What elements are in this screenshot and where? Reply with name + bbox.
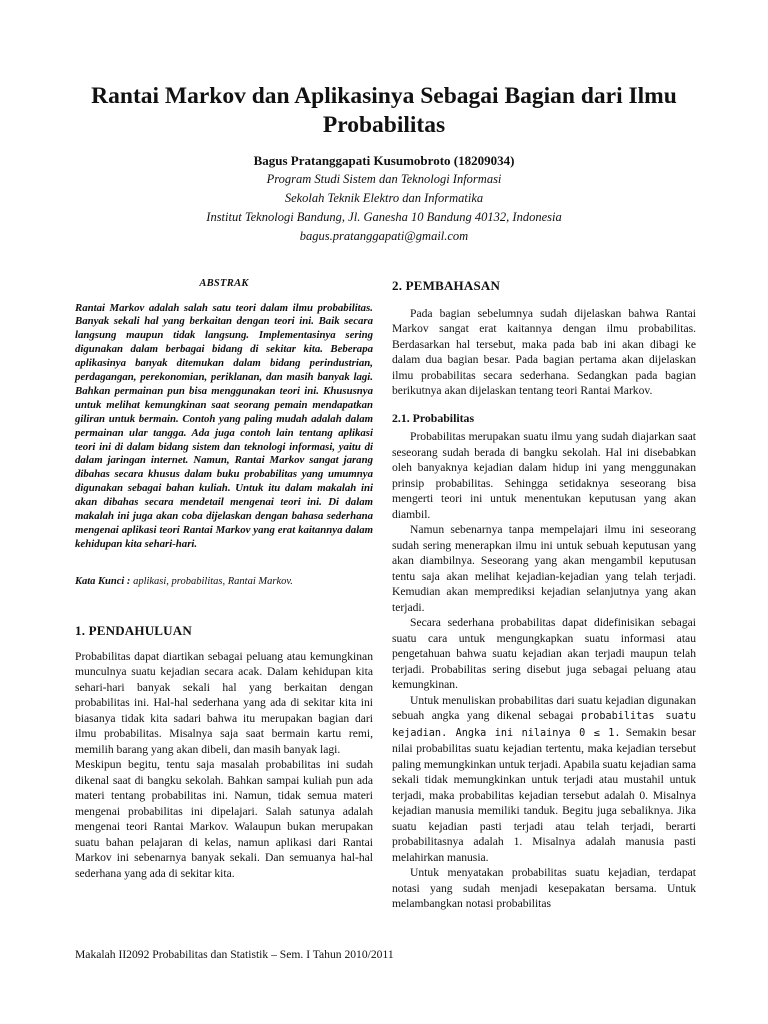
keywords — [75, 574, 373, 590]
author-affiliation-school: Sekolah Teknik Elektro dan Informatika — [284, 191, 484, 205]
probabilitas-paragraph-4 — [392, 693, 696, 866]
pendahuluan-paragraph-2: Meskipun begitu, tentu saja masalah probabilitas ini sudah dikenal saat di bangku sekolah. Bahkan sampai kuliah pun ada materi tentang probabilitas ini. Namun, tidak semua materi mengenai probabilitas ini dipelajari. Salah satunya adalah mengenai teori Rantai Markov. Walaupun bukan merupakan suatu bahan pelajaran di kelas, namun aplikasi dari Rantai Markov ini sebenarnya banyak sekali. Dan semuanya hal-hal sederhana yang ada di sekitar kita. — [75, 758, 373, 880]
probabilitas-paragraph-4-end: Semakin besar nilai probabilitas suatu kejadian tertentu, maka kejadian tersebut paling memungkinkan untuk terjadi. Apabila suatu kejadian sama sekali tidak memungkinkan untuk terjadi atau mustahil untuk terjadi, maka probabilitas kejadian tersebut adalah 0. Misalnya kejadian manusia memiliki tanduk. Begitu juga sebaliknya. Jika suatu kejadian pasti terjadi atau telah terjadi, berarti probabilitasnya adalah 1. Misalnya adalah manusia pasti melahirkan manusia. — [392, 725, 697, 864]
keywords-label: Kata Kunci : — [75, 575, 131, 587]
author-name: Bagus Pratanggapati Kusumobroto (18209034) — [253, 153, 515, 168]
author-affiliation-institute: Institut Teknologi Bandung, Jl. Ganesha 10 Bandung 40132, Indonesia — [206, 210, 562, 224]
paper-title: Rantai Markov dan Aplikasinya Sebagai Bagian dari Ilmu Probabilitas — [91, 83, 677, 138]
probabilitas-paragraph-4-formula: probabilitas suatu kejadian. Angka ini nilainya 0 ≤ 1. — [392, 711, 696, 739]
author-email: bagus.pratanggapati@gmail.com — [299, 229, 469, 243]
page-footer: Makalah II2092 Probabilitas dan Statistik – Sem. I Tahun 2010/2011 — [75, 948, 394, 961]
left-column — [75, 276, 373, 881]
pendahuluan-paragraph-1: Probabilitas dapat diartikan sebagai peluang atau kemungkinan munculnya suatu kejadian secara acak. Dalam kehidupan kita sehari-hari banyak sekali hal yang berkaitan dengan probabilitas ini. Hal-hal sederhana yang ada di sekitar kita ini biasanya tidak kita sadari bahwa itu merupakan bagian dari ilmu probabilitas. Misalnya saja saat bermain kartu remi, memilih barang yang akan dibeli, dan masih banyak lagi. — [75, 649, 373, 756]
author-affiliation-program: Program Studi Sistem dan Teknologi Informasi — [266, 172, 502, 186]
right-column — [392, 276, 696, 912]
subsection-heading-probabilitas: 2.1. Probabilitas — [392, 410, 475, 425]
pembahasan-paragraph-1: Pada bagian sebelumnya sudah dijelaskan bahwa Rantai Markov sangat erat kaitannya dengan ilmu probabilitas. Berdasarkan hal tersebut, maka pada bab ini akan dibagi ke dalam dua bagian besar. Pada bagian pertama akan dijelaskan ilmu probabilitas secara sederhana. Sedangkan pada bagian berikutnya akan dijelaskan tentang teori Rantai Markov. — [392, 306, 696, 397]
keywords-text: aplikasi, probabilitas, Rantai Markov. — [133, 575, 293, 587]
abstract-text: Rantai Markov adalah salah satu teori dalam ilmu probabilitas. Banyak sekali hal yang berkaitan dengan teori ini. Baik secara langsung maupun tidak langsung. Implementasinya sering digunakan dalam berbagai bidang di sekitar kita. Beberapa aplikasinya banyak ditemukan dalam bidang perindustrian, perdagangan, perekonomian, periklanan, dan masih banyak lagi. Bahkan permainan pun bisa menggunakan teori ini. Khususnya untuk melihat kemungkinan saat seorang pemain mendapatkan giliran untuk bermain. Contoh yang paling mudah adalah dalam permainan ular tangga. Ada juga contoh lain tentang aplikasi teori ini di dalam bidang sistem dan teknologi informasi, yaitu di dalam jaringan internet. Namun, Rantai Markov sangat jarang dibahas secara khusus dalam buku probabilitas yang umumnya digunakan sebagai bahan kuliah. Untuk itu dalam makalah ini akan dibahas secara mendetail mengenai teori ini. Di dalam makalah ini juga akan coba dijelaskan dengan bahasa sederhana mengenai aplikasi teori Rantai Markov yang erat kaitannya dalam kehidupan kita sehari-hari. — [75, 301, 373, 550]
section-heading-pembahasan: 2. PEMBAHASAN — [392, 278, 501, 293]
probabilitas-paragraph-2: Namun sebenarnya tanpa mempelajari ilmu ini seseorang sudah sering menerapkan ilmu ini untuk sebuah keputusan yang akan diambilnya. Seseorang yang akan mengambil keputusan tentu saja akan melihat kejadian-kejadian yang telah terjadi. Kemudian akan memprediksi kejadian selanjutnya yang akan terjadi. — [392, 523, 696, 614]
author-block — [60, 151, 708, 246]
abstract-heading: ABSTRAK — [199, 278, 249, 289]
probabilitas-paragraph-3: Secara sederhana probabilitas dapat didefinisikan sebagai suatu cara untuk mengungkapkan suatu informasi atau pengetahuan bahwa suatu kejadian akan terjadi maupun telah terjadi. Probabilitas sering disebut juga sebagai peluang atau kemungkinan. — [392, 616, 696, 691]
probabilitas-paragraph-1: Probabilitas merupakan suatu ilmu yang sudah diajarkan saat seseorang sudah berada di bangku sekolah. Hal ini disebabkan oleh banyaknya kejadian dalam hidup ini yang menggunakan prinsip probabilitas. Sehingga setidaknya seseorang bisa mengerti teori ini untuk menentukan keputusan yang akan diambil. — [392, 430, 696, 521]
section-heading-pendahuluan: 1. PENDAHULUAN — [75, 623, 192, 639]
probabilitas-paragraph-4-start: Untuk menuliskan probabilitas dari suatu kejadian digunakan sebuah angka yang dikenal sebagai — [392, 693, 696, 722]
probabilitas-paragraph-5: Untuk menyatakan probabilitas suatu kejadian, terdapat notasi yang sudah menjadi kesepakatan bersama. Untuk melambangkan notasi probabilitas — [392, 866, 696, 910]
